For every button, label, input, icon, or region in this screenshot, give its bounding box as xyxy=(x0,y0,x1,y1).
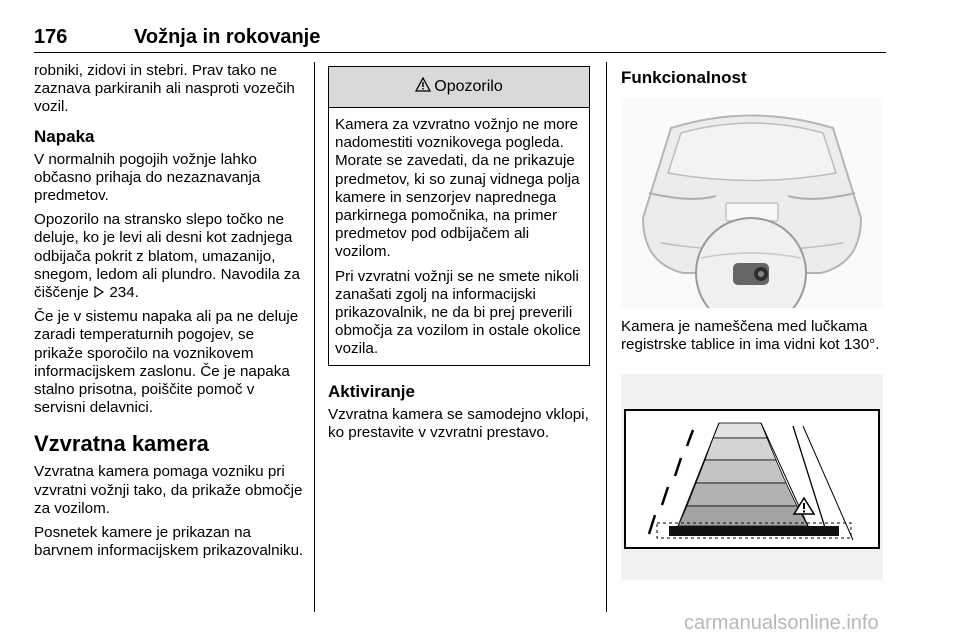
section-heading-activation: Aktiviranje xyxy=(328,381,415,401)
column-divider xyxy=(606,62,607,612)
warning-box xyxy=(328,66,590,366)
page-number: 176 xyxy=(34,26,68,48)
paragraph: Posnetek kamere je prikazan na barvnem informacijskem prikazovalniku. xyxy=(34,524,304,560)
paragraph: Če je v sistemu napaka ali pa ne deluje zaradi temperaturnih pogojev, se prikaže sporočilo na voznikovem informacijskem zaslonu. Če je napaka stalno prisotna, poiščite pomoč v servisni delavnici. xyxy=(34,308,299,417)
column-divider xyxy=(314,62,315,612)
arrow-ref-icon[interactable] xyxy=(93,284,105,301)
paragraph: Kamera za vzvratno vožnjo ne more nadomestiti voznikovega pogleda. Morate se zavedati, da ne prikazuje predmetov, ki so zunaj vidnega polja kamere in senzorjev naprednega parkirnega pomočnika, na primer predmetov pod odbijačem ali vozilom. xyxy=(335,116,580,261)
section-heading-fault: Napaka xyxy=(34,126,95,146)
column-right xyxy=(621,62,886,580)
camera-display-illustration xyxy=(621,374,883,580)
watermark: carmanualsonline.info xyxy=(684,612,879,634)
warning-triangle-icon xyxy=(415,77,434,97)
paragraph: Vzvratna kamera pomaga vozniku pri vzvratni vožnji tako, da prikaže območje za vozilom. xyxy=(34,463,303,517)
paragraph: Vzvratna kamera se samodejno vklopi, ko prestavite v vzvratni prestavo. xyxy=(328,405,589,441)
section-heading-camera: Vzvratna kamera xyxy=(34,431,209,457)
chapter-title: Vožnja in rokovanje xyxy=(134,26,321,48)
column-middle xyxy=(328,62,590,448)
car-rear-camera-illustration xyxy=(621,98,883,308)
paragraph: V normalnih pogojih vožnje lahko občasno prihaja do nezaznavanja predmetov. xyxy=(34,150,261,205)
section-heading-function: Funkcionalnost xyxy=(621,68,747,87)
warning-body xyxy=(329,108,589,365)
page-header xyxy=(34,24,886,53)
paragraph: robniki, zidovi in stebri. Prav tako ne zaznava parkiranih ali nasproti vozečih vozil. xyxy=(34,62,295,116)
paragraph xyxy=(34,211,306,302)
paragraph: Pri vzvratni vožnji se ne smete nikoli zanašati zgolj na informacijski prikazovalnik, ne da bi prej preverili območja za vozilom in ostale okolice vozila. xyxy=(335,267,581,358)
paragraph: Kamera je nameščena med lučkama registrske tablice in ima vidni kot 130°. xyxy=(621,318,880,354)
warning-header xyxy=(329,67,589,108)
paragraph-text: Opozorilo na stransko slepo točko ne deluje, ko je levi ali desni kot zadnjega odbijača pokrit z blatom, umazanijo, snegom, ledom ali plundro. Navodila za čiščenje xyxy=(34,211,300,302)
page-reference[interactable]: 234. xyxy=(109,284,139,302)
warning-title: Opozorilo xyxy=(434,77,503,95)
column-left xyxy=(34,62,306,566)
